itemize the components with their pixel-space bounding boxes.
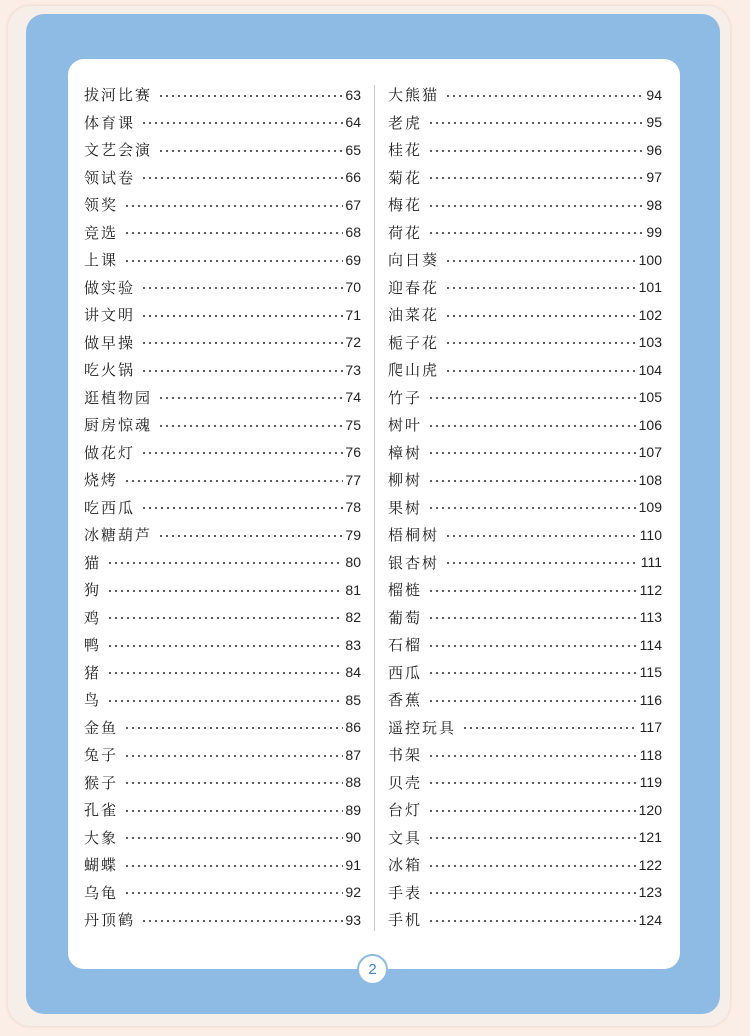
toc-entry[interactable] bbox=[388, 81, 662, 109]
toc-leader-dots bbox=[428, 177, 644, 179]
toc-entry-title: 梅花 bbox=[388, 196, 423, 215]
toc-entry-title: 榴梿 bbox=[388, 581, 423, 600]
toc-leader-dots bbox=[428, 865, 637, 867]
toc-entry-page: 76 bbox=[345, 444, 361, 461]
toc-entry-title: 兔子 bbox=[84, 746, 119, 765]
toc-entry[interactable] bbox=[388, 879, 662, 907]
toc-entry-title: 逛植物园 bbox=[84, 388, 153, 407]
toc-leader-dots bbox=[428, 480, 637, 482]
toc-entry-title: 烧烤 bbox=[84, 471, 119, 490]
toc-entry-page: 110 bbox=[639, 526, 662, 543]
toc-entry-page: 118 bbox=[639, 746, 662, 763]
toc-leader-dots bbox=[445, 370, 637, 372]
toc-entry-title: 孔雀 bbox=[84, 801, 119, 820]
toc-entry-page: 82 bbox=[345, 609, 361, 626]
toc-entry-page: 113 bbox=[639, 609, 662, 626]
toc-entry[interactable] bbox=[388, 384, 662, 412]
toc-entry-title: 做实验 bbox=[84, 278, 136, 297]
toc-entry-title: 爬山虎 bbox=[388, 361, 440, 380]
toc-entry[interactable] bbox=[388, 356, 662, 384]
toc-entry-page: 112 bbox=[639, 581, 662, 598]
toc-entry[interactable] bbox=[388, 714, 662, 742]
toc-entry-title: 桂花 bbox=[388, 141, 423, 160]
toc-entry-title: 大熊猫 bbox=[388, 86, 440, 105]
toc-leader-dots bbox=[124, 782, 343, 784]
toc-card bbox=[68, 59, 680, 969]
page-number-badge bbox=[357, 954, 388, 985]
toc-entry-page: 84 bbox=[345, 664, 361, 681]
toc-entry-page: 116 bbox=[639, 691, 662, 708]
toc-leader-dots bbox=[107, 645, 343, 647]
toc-entry-page: 65 bbox=[345, 141, 361, 158]
toc-leader-dots bbox=[428, 645, 638, 647]
toc-entry[interactable] bbox=[84, 246, 361, 274]
toc-entry-title: 石榴 bbox=[388, 636, 423, 655]
toc-leader-dots bbox=[141, 452, 343, 454]
toc-entry-page: 71 bbox=[345, 306, 361, 323]
toc-entry-title: 鸭 bbox=[84, 636, 102, 655]
toc-leader-dots bbox=[445, 260, 637, 262]
toc-entry-title: 果树 bbox=[388, 498, 423, 517]
toc-leader-dots bbox=[141, 315, 343, 317]
toc-entry-title: 吃西瓜 bbox=[84, 498, 136, 517]
toc-entry[interactable] bbox=[84, 81, 361, 109]
toc-entry[interactable] bbox=[388, 191, 662, 219]
toc-entry-page: 79 bbox=[345, 526, 361, 543]
toc-leader-dots bbox=[124, 755, 343, 757]
toc-entry-title: 猪 bbox=[84, 663, 102, 682]
toc-leader-dots bbox=[124, 865, 343, 867]
toc-entry-title: 做早操 bbox=[84, 333, 136, 352]
toc-entry-page: 78 bbox=[345, 499, 361, 516]
toc-entry[interactable] bbox=[84, 384, 361, 412]
toc-entry[interactable] bbox=[84, 109, 361, 137]
toc-leader-dots bbox=[141, 920, 343, 922]
toc-entry-title: 猴子 bbox=[84, 773, 119, 792]
toc-entry[interactable] bbox=[84, 906, 361, 934]
toc-entry[interactable] bbox=[388, 741, 662, 769]
toc-entry-title: 冰箱 bbox=[388, 856, 423, 875]
toc-entry[interactable] bbox=[84, 741, 361, 769]
toc-entry[interactable] bbox=[388, 411, 662, 439]
toc-entry-page: 107 bbox=[638, 444, 662, 461]
toc-entry-title: 荷花 bbox=[388, 223, 423, 242]
toc-leader-dots bbox=[141, 177, 343, 179]
toc-leader-dots bbox=[445, 315, 637, 317]
toc-entry[interactable] bbox=[388, 521, 662, 549]
toc-entry-page: 95 bbox=[646, 114, 662, 131]
toc-entry[interactable] bbox=[84, 576, 361, 604]
toc-right-column bbox=[388, 81, 662, 934]
toc-leader-dots bbox=[428, 837, 637, 839]
toc-entry[interactable] bbox=[388, 659, 662, 687]
toc-entry[interactable] bbox=[84, 274, 361, 302]
toc-leader-dots bbox=[445, 287, 637, 289]
toc-entry[interactable] bbox=[84, 439, 361, 467]
toc-entry-title: 手机 bbox=[388, 911, 423, 930]
toc-entry-title: 栀子花 bbox=[388, 333, 440, 352]
toc-left-column bbox=[84, 81, 361, 934]
toc-entry-title: 鸡 bbox=[84, 608, 102, 627]
toc-entry-page: 73 bbox=[345, 361, 361, 378]
toc-entry-page: 106 bbox=[638, 416, 662, 433]
toc-entry-title: 乌龟 bbox=[84, 883, 119, 902]
toc-entry-title: 狗 bbox=[84, 581, 102, 600]
toc-leader-dots bbox=[107, 672, 343, 674]
toc-entry-title: 厨房惊魂 bbox=[84, 416, 153, 435]
toc-entry-page: 101 bbox=[638, 279, 662, 296]
toc-leader-dots bbox=[428, 507, 637, 509]
toc-entry-page: 105 bbox=[638, 389, 662, 406]
toc-entry[interactable] bbox=[84, 796, 361, 824]
toc-entry-page: 102 bbox=[638, 306, 662, 323]
toc-entry[interactable] bbox=[84, 659, 361, 687]
toc-entry[interactable] bbox=[388, 301, 662, 329]
toc-entry[interactable] bbox=[388, 164, 662, 192]
page-number: 2 bbox=[368, 961, 377, 978]
toc-entry-page: 88 bbox=[345, 774, 361, 791]
toc-entry[interactable] bbox=[84, 851, 361, 879]
column-divider bbox=[374, 85, 375, 931]
toc-entry-page: 72 bbox=[345, 334, 361, 351]
toc-entry-page: 86 bbox=[345, 719, 361, 736]
toc-entry[interactable] bbox=[388, 686, 662, 714]
toc-entry-page: 122 bbox=[638, 856, 662, 873]
toc-entry[interactable] bbox=[388, 274, 662, 302]
toc-leader-dots bbox=[428, 892, 637, 894]
toc-leader-dots bbox=[428, 205, 644, 207]
toc-entry-title: 大象 bbox=[84, 828, 119, 847]
toc-entry[interactable] bbox=[84, 604, 361, 632]
toc-entry-title: 台灯 bbox=[388, 801, 423, 820]
toc-entry[interactable] bbox=[388, 136, 662, 164]
toc-entry-page: 108 bbox=[638, 471, 662, 488]
toc-leader-dots bbox=[445, 342, 637, 344]
toc-entry[interactable] bbox=[84, 466, 361, 494]
toc-entry-page: 92 bbox=[345, 884, 361, 901]
toc-leader-dots bbox=[158, 150, 343, 152]
toc-entry-title: 吃火锅 bbox=[84, 361, 136, 380]
toc-entry[interactable] bbox=[84, 879, 361, 907]
toc-leader-dots bbox=[462, 727, 638, 729]
toc-entry-title: 竞选 bbox=[84, 223, 119, 242]
toc-leader-dots bbox=[107, 590, 343, 592]
toc-entry-page: 121 bbox=[638, 829, 662, 846]
toc-entry[interactable] bbox=[84, 219, 361, 247]
toc-entry-page: 124 bbox=[638, 911, 662, 928]
toc-entry-page: 117 bbox=[639, 719, 662, 736]
toc-entry[interactable] bbox=[84, 136, 361, 164]
toc-entry-page: 83 bbox=[345, 636, 361, 653]
toc-entry[interactable] bbox=[388, 439, 662, 467]
toc-entry[interactable] bbox=[84, 631, 361, 659]
toc-entry-title: 上课 bbox=[84, 251, 119, 270]
toc-entry[interactable] bbox=[388, 494, 662, 522]
toc-entry-page: 70 bbox=[345, 279, 361, 296]
toc-entry-page: 94 bbox=[646, 86, 662, 103]
toc-leader-dots bbox=[445, 95, 644, 97]
toc-entry[interactable] bbox=[388, 824, 662, 852]
toc-entry-title: 领试卷 bbox=[84, 168, 136, 187]
toc-entry-title: 竹子 bbox=[388, 388, 423, 407]
toc-entry-page: 66 bbox=[345, 169, 361, 186]
toc-entry-page: 89 bbox=[345, 801, 361, 818]
toc-entry[interactable] bbox=[84, 411, 361, 439]
toc-entry-title: 贝壳 bbox=[388, 773, 423, 792]
toc-leader-dots bbox=[428, 782, 638, 784]
toc-entry-title: 拔河比赛 bbox=[84, 86, 153, 105]
toc-entry[interactable] bbox=[388, 246, 662, 274]
toc-entry-page: 123 bbox=[638, 884, 662, 901]
toc-entry-page: 75 bbox=[345, 416, 361, 433]
toc-entry[interactable] bbox=[388, 604, 662, 632]
toc-leader-dots bbox=[124, 480, 343, 482]
toc-entry-title: 蝴蝶 bbox=[84, 856, 119, 875]
toc-entry-page: 98 bbox=[646, 196, 662, 213]
toc-leader-dots bbox=[141, 122, 343, 124]
toc-entry[interactable] bbox=[84, 494, 361, 522]
toc-entry[interactable] bbox=[84, 769, 361, 797]
toc-entry[interactable] bbox=[388, 329, 662, 357]
toc-entry-title: 梧桐树 bbox=[388, 526, 440, 545]
toc-leader-dots bbox=[141, 370, 343, 372]
toc-leader-dots bbox=[107, 562, 343, 564]
toc-entry[interactable] bbox=[388, 109, 662, 137]
toc-leader-dots bbox=[158, 425, 343, 427]
toc-entry[interactable] bbox=[388, 219, 662, 247]
toc-leader-dots bbox=[124, 232, 343, 234]
toc-entry-page: 93 bbox=[345, 911, 361, 928]
toc-entry[interactable] bbox=[388, 466, 662, 494]
toc-entry[interactable] bbox=[388, 769, 662, 797]
toc-entry-title: 柳树 bbox=[388, 471, 423, 490]
toc-leader-dots bbox=[107, 617, 343, 619]
toc-entry-title: 手表 bbox=[388, 883, 423, 902]
toc-entry-title: 做花灯 bbox=[84, 443, 136, 462]
toc-leader-dots bbox=[428, 672, 638, 674]
toc-leader-dots bbox=[158, 397, 343, 399]
toc-entry[interactable] bbox=[84, 686, 361, 714]
toc-leader-dots bbox=[124, 810, 343, 812]
toc-entry[interactable] bbox=[388, 851, 662, 879]
toc-leader-dots bbox=[428, 920, 637, 922]
toc-entry-page: 74 bbox=[345, 389, 361, 406]
toc-entry-page: 67 bbox=[345, 196, 361, 213]
toc-entry-page: 114 bbox=[639, 636, 662, 653]
toc-entry-page: 90 bbox=[345, 829, 361, 846]
toc-entry-title: 冰糖葫芦 bbox=[84, 526, 153, 545]
toc-entry-title: 讲文明 bbox=[84, 306, 136, 325]
toc-entry[interactable] bbox=[84, 521, 361, 549]
toc-leader-dots bbox=[428, 232, 644, 234]
toc-entry-page: 99 bbox=[646, 224, 662, 241]
toc-leader-dots bbox=[428, 700, 638, 702]
toc-entry[interactable] bbox=[388, 631, 662, 659]
toc-entry-title: 猫 bbox=[84, 553, 102, 572]
toc-entry-title: 香蕉 bbox=[388, 691, 423, 710]
toc-entry-page: 81 bbox=[345, 581, 361, 598]
toc-entry-page: 111 bbox=[640, 554, 662, 571]
toc-entry-title: 银杏树 bbox=[388, 553, 440, 572]
toc-entry[interactable] bbox=[84, 714, 361, 742]
toc-leader-dots bbox=[428, 755, 638, 757]
toc-leader-dots bbox=[428, 617, 638, 619]
toc-leader-dots bbox=[428, 452, 637, 454]
toc-entry[interactable] bbox=[84, 301, 361, 329]
toc-entry[interactable] bbox=[84, 549, 361, 577]
toc-entry-title: 领奖 bbox=[84, 196, 119, 215]
toc-entry-title: 书架 bbox=[388, 746, 423, 765]
toc-entry-page: 77 bbox=[345, 471, 361, 488]
toc-entry[interactable] bbox=[388, 549, 662, 577]
toc-entry-page: 104 bbox=[638, 361, 662, 378]
toc-entry-title: 金鱼 bbox=[84, 718, 119, 737]
toc-entry-title: 老虎 bbox=[388, 113, 423, 132]
toc-entry[interactable] bbox=[388, 796, 662, 824]
toc-leader-dots bbox=[158, 535, 343, 537]
toc-entry-page: 91 bbox=[345, 856, 361, 873]
toc-entry-title: 文艺会演 bbox=[84, 141, 153, 160]
toc-entry-page: 68 bbox=[345, 224, 361, 241]
toc-entry-title: 迎春花 bbox=[388, 278, 440, 297]
toc-leader-dots bbox=[158, 95, 343, 97]
toc-entry[interactable] bbox=[84, 164, 361, 192]
toc-leader-dots bbox=[141, 342, 343, 344]
toc-entry-page: 120 bbox=[638, 801, 662, 818]
toc-entry-page: 100 bbox=[638, 251, 662, 268]
toc-entry-page: 87 bbox=[345, 746, 361, 763]
toc-entry-page: 97 bbox=[646, 169, 662, 186]
toc-entry[interactable] bbox=[84, 191, 361, 219]
toc-entry-page: 63 bbox=[345, 86, 361, 103]
toc-entry-title: 葡萄 bbox=[388, 608, 423, 627]
toc-entry-page: 115 bbox=[639, 664, 662, 681]
toc-entry-page: 109 bbox=[638, 499, 662, 516]
toc-leader-dots bbox=[107, 700, 343, 702]
toc-entry-page: 119 bbox=[639, 774, 662, 791]
toc-leader-dots bbox=[428, 122, 644, 124]
toc-entry-title: 樟树 bbox=[388, 443, 423, 462]
toc-leader-dots bbox=[124, 727, 343, 729]
toc-entry-title: 遥控玩具 bbox=[388, 718, 457, 737]
toc-entry-page: 80 bbox=[345, 554, 361, 571]
toc-leader-dots bbox=[141, 287, 343, 289]
toc-leader-dots bbox=[124, 260, 343, 262]
toc-entry-page: 64 bbox=[345, 114, 361, 131]
toc-entry-title: 丹顶鹤 bbox=[84, 911, 136, 930]
toc-entry-title: 菊花 bbox=[388, 168, 423, 187]
toc-entry[interactable] bbox=[84, 329, 361, 357]
toc-leader-dots bbox=[445, 535, 638, 537]
toc-entry[interactable] bbox=[388, 576, 662, 604]
toc-entry[interactable] bbox=[84, 824, 361, 852]
toc-leader-dots bbox=[141, 507, 343, 509]
toc-entry-page: 103 bbox=[638, 334, 662, 351]
toc-entry-title: 油菜花 bbox=[388, 306, 440, 325]
toc-leader-dots bbox=[428, 590, 638, 592]
toc-entry-title: 文具 bbox=[388, 828, 423, 847]
toc-entry-title: 向日葵 bbox=[388, 251, 440, 270]
toc-entry-title: 体育课 bbox=[84, 113, 136, 132]
toc-leader-dots bbox=[428, 810, 637, 812]
toc-leader-dots bbox=[124, 205, 343, 207]
toc-entry-page: 85 bbox=[345, 691, 361, 708]
toc-entry-page: 96 bbox=[646, 141, 662, 158]
toc-leader-dots bbox=[445, 562, 639, 564]
toc-leader-dots bbox=[124, 892, 343, 894]
toc-leader-dots bbox=[428, 397, 637, 399]
toc-entry-page: 69 bbox=[345, 251, 361, 268]
toc-entry-title: 树叶 bbox=[388, 416, 423, 435]
toc-entry-title: 鸟 bbox=[84, 691, 102, 710]
toc-leader-dots bbox=[428, 425, 637, 427]
toc-entry[interactable] bbox=[388, 906, 662, 934]
toc-entry-title: 西瓜 bbox=[388, 663, 423, 682]
toc-leader-dots bbox=[124, 837, 343, 839]
toc-entry[interactable] bbox=[84, 356, 361, 384]
toc-leader-dots bbox=[428, 150, 644, 152]
